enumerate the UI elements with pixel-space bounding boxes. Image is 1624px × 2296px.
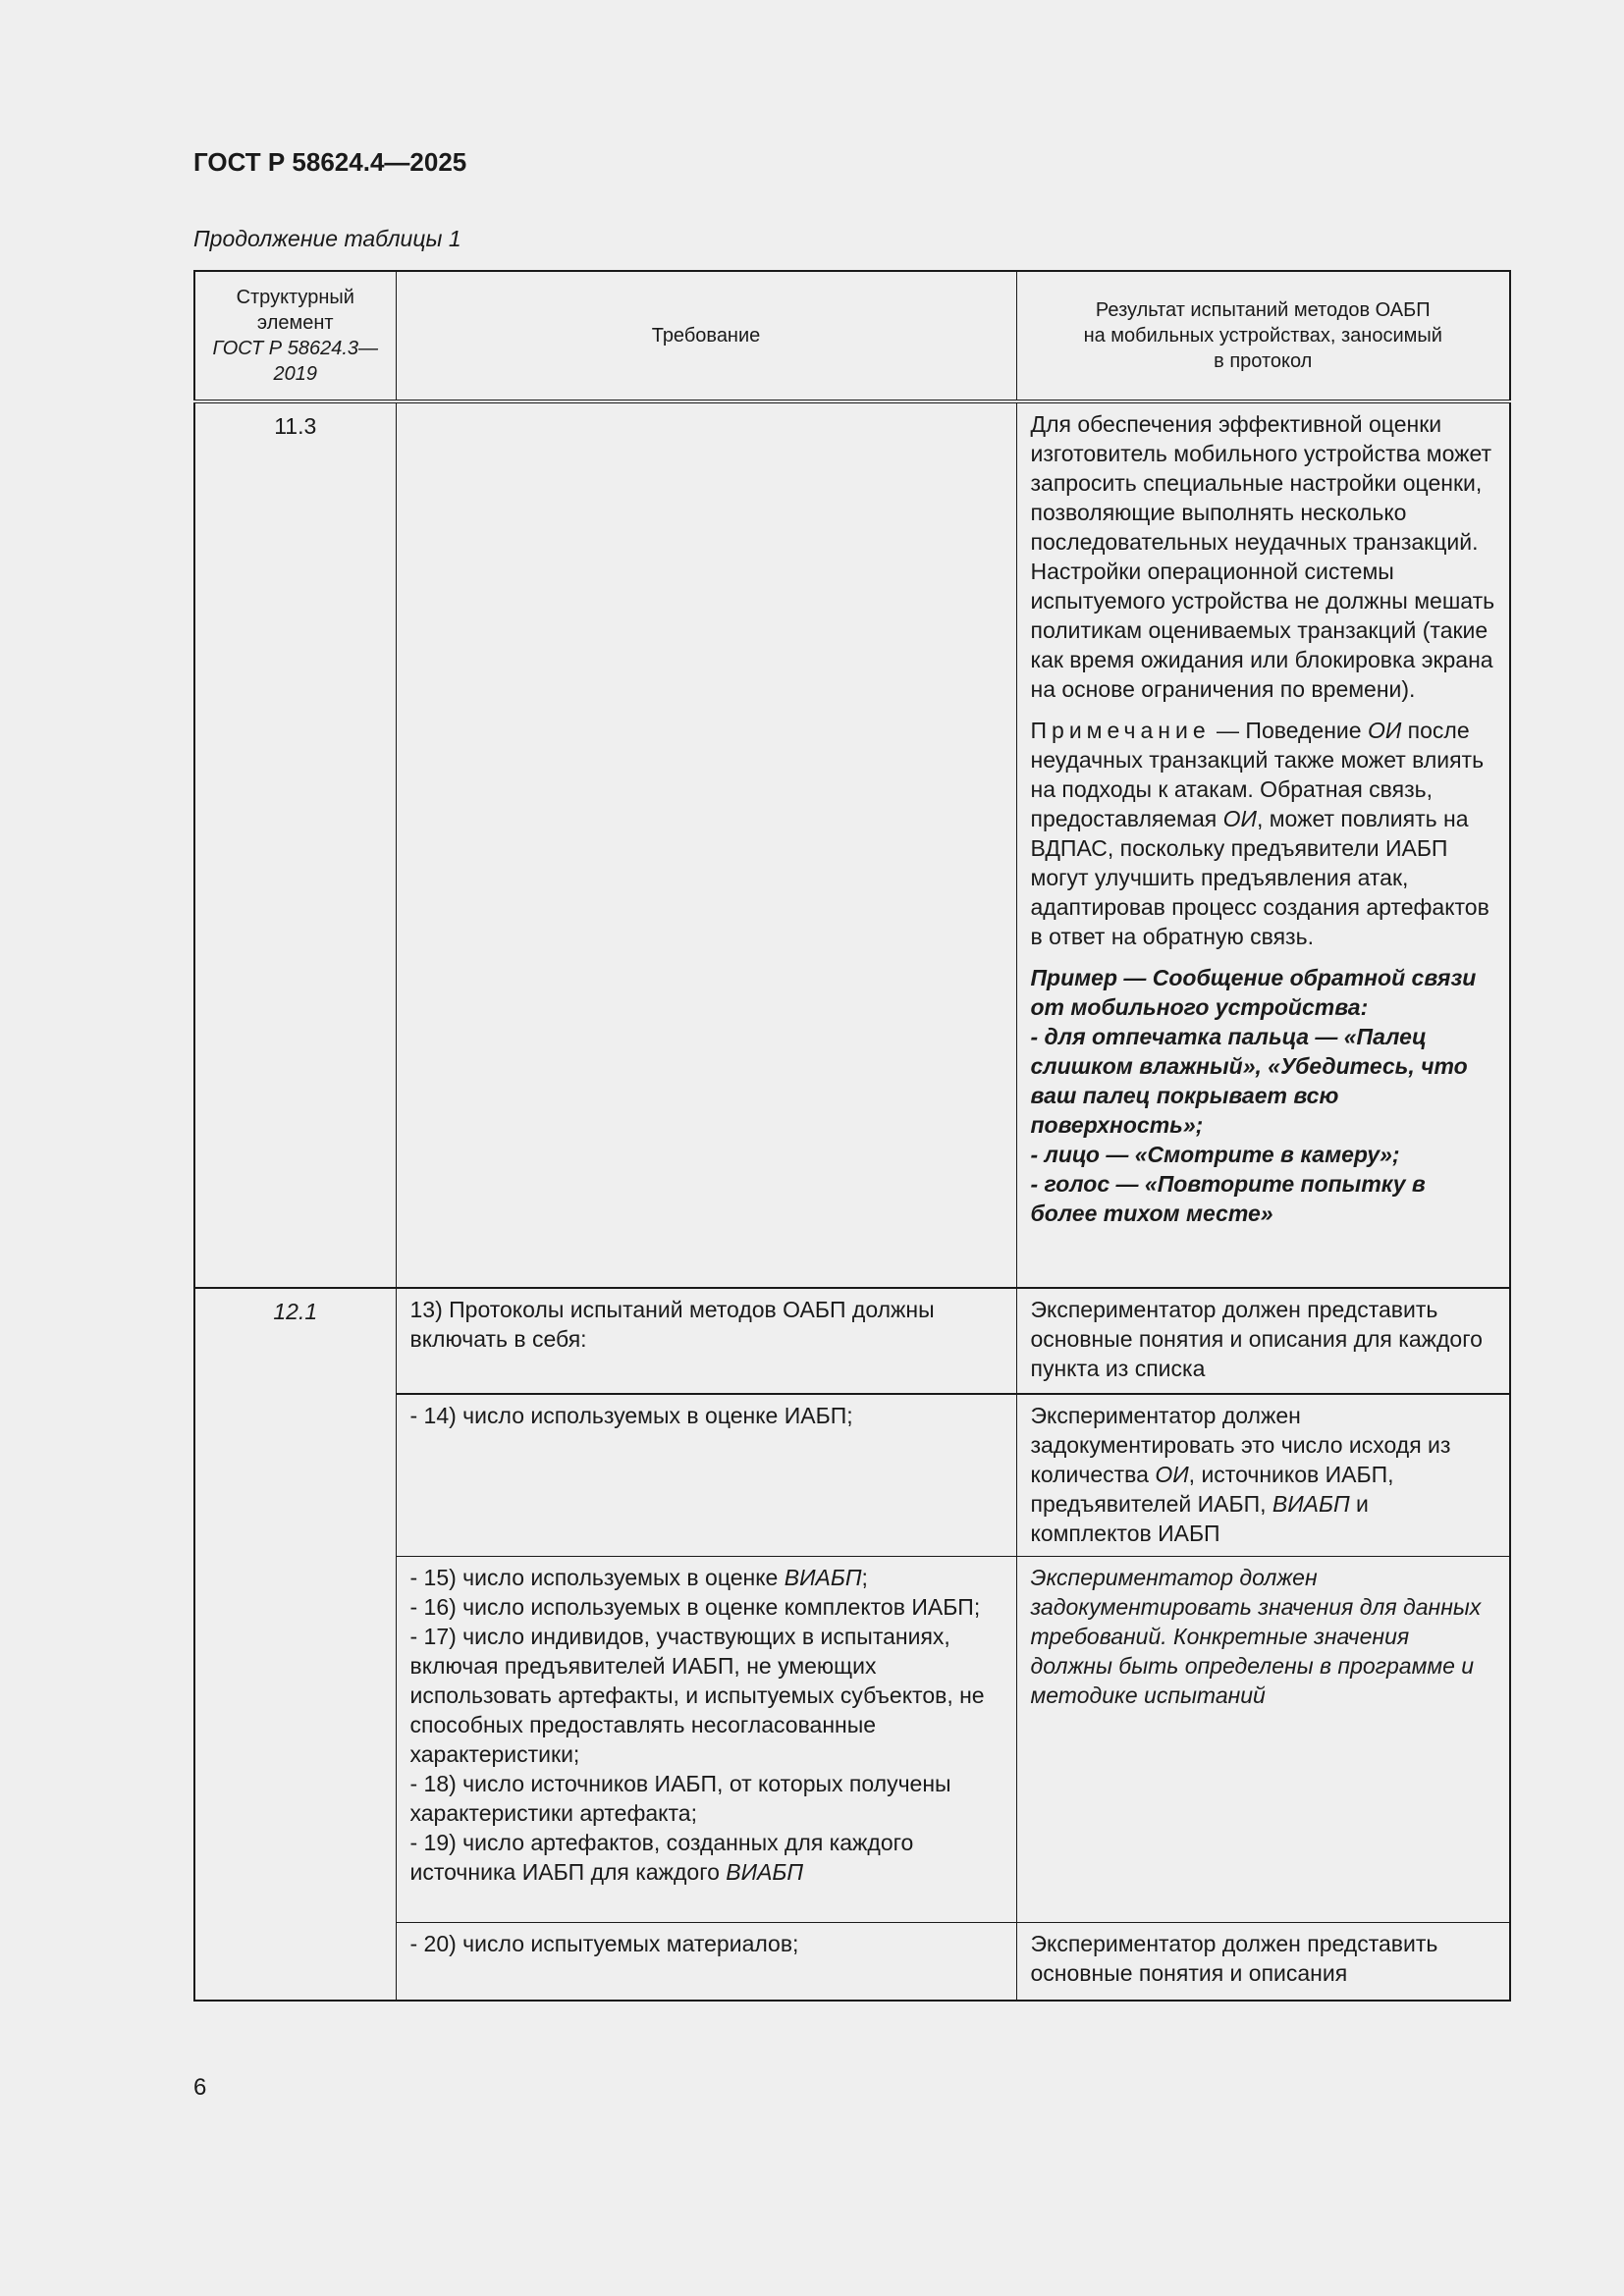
header-text: Результат испытаний методов ОАБП <box>1095 299 1431 321</box>
header-text: на мобильных устройствах, заносимый <box>1083 325 1442 347</box>
header-text: ГОСТ Р 58624.3— <box>212 338 378 359</box>
structural-element-cell: 11.3 <box>194 401 396 1288</box>
header-text: Структурный <box>236 287 354 308</box>
requirement-cell <box>396 401 1016 1288</box>
test-result-cell: Экспериментатор должен задокументировать значения для данных требований. Конкретные значения должны быть определены в программе и методике испытаний <box>1016 1557 1510 1923</box>
result-text: Экспериментатор должен задокументировать это число исходя из количества <box>1030 1403 1451 1487</box>
result-abbreviation: ВИАБП <box>1272 1491 1350 1517</box>
header-text: в протокол <box>1214 350 1313 372</box>
note-abbreviation: ОИ <box>1222 806 1257 831</box>
requirement-item <box>410 1563 1002 1592</box>
note-text: — Поведение <box>1210 718 1368 743</box>
column-header-test-result <box>1016 271 1510 401</box>
result-abbreviation: ОИ <box>1155 1462 1189 1487</box>
table-header-row <box>194 271 1510 401</box>
example-line: - для отпечатка пальца — «Палец слишком влажный», «Убедитесь, что ваш палец покрывает всю поверхность»; <box>1030 1024 1468 1138</box>
note-text: , может повлиять на ВДПАС, поскольку предъявители ИАБП могут улучшить предъявления атак, адаптировав процесс создания артефактов в ответ на обратную связь. <box>1030 806 1489 949</box>
table-row <box>194 401 1510 1288</box>
result-text: и комплектов ИАБП <box>1030 1491 1369 1546</box>
test-result-cell: Экспериментатор должен представить основные понятия и описания <box>1016 1923 1510 2002</box>
header-text: элемент <box>256 312 334 334</box>
test-result-cell <box>1016 401 1510 1288</box>
requirement-item: - 16) число используемых в оценке комплектов ИАБП; <box>409 1594 981 1620</box>
requirement-cell: - 20) число испытуемых материалов; <box>396 1923 1016 2002</box>
page-number: 6 <box>193 2074 207 2101</box>
structural-element-cell: 12.1 <box>194 1288 396 2001</box>
example-line: - лицо — «Смотрите в камеру»; <box>1030 1142 1400 1167</box>
requirement-text: ; <box>861 1565 868 1590</box>
document-title: ГОСТ Р 58624.4—2025 <box>193 147 467 177</box>
column-header-requirement: Требование <box>396 271 1016 401</box>
example-block <box>1031 963 1496 1228</box>
column-header-structural-element <box>194 271 396 401</box>
requirement-cell: - 14) число используемых в оценке ИАБП; <box>396 1394 1016 1557</box>
requirement-item: - 18) число источников ИАБП, от которых получены характеристики артефакта; <box>409 1771 951 1826</box>
result-text: , источников ИАБП, предъявителей ИАБП, <box>1030 1462 1394 1517</box>
requirement-abbreviation: ВИАБП <box>726 1859 804 1885</box>
requirements-table <box>193 270 1511 2002</box>
example-line: - голос — «Повторите попытку в более тихом месте» <box>1030 1171 1426 1226</box>
requirement-cell <box>396 1557 1016 1923</box>
table-continuation-caption: Продолжение таблицы 1 <box>193 226 461 251</box>
result-paragraph: Для обеспечения эффективной оценки изготовитель мобильного устройства может запросить специальные настройки оценки, позволяющие выполнять несколько последовательных неудачных транзакций. Настройки операционной системы испытуемого устройства не должны мешать политикам оцениваемых транзакций (такие как время ожидания или блокировка экрана на основе ограничения по времени). <box>1030 411 1495 702</box>
requirement-text: - 19) число артефактов, созданных для каждого источника ИАБП для каждого <box>409 1830 914 1885</box>
requirement-abbreviation: ВИАБП <box>784 1565 862 1590</box>
test-result-cell: Экспериментатор должен представить основные понятия и описания для каждого пункта из списка <box>1016 1288 1510 1394</box>
test-result-cell <box>1016 1394 1510 1557</box>
header-text: 2019 <box>273 363 317 385</box>
requirement-item: - 17) число индивидов, участвующих в испытаниях, включая предъявителей ИАБП, не умеющих использовать артефакты, и испытуемых субъектов, не способных предоставлять несогласованные характеристики; <box>409 1624 985 1767</box>
requirement-item <box>410 1828 1002 1887</box>
note-text: после неудачных транзакций также может влиять на подходы к атакам. Обратная связь, предоставляемая <box>1030 718 1485 831</box>
note-paragraph <box>1031 716 1496 951</box>
note-label: Примечание <box>1030 718 1211 743</box>
example-line: Пример — Сообщение обратной связи от мобильного устройства: <box>1030 965 1477 1020</box>
requirements-table-container <box>193 270 1509 2002</box>
requirement-cell: 13) Протоколы испытаний методов ОАБП должны включать в себя: <box>396 1288 1016 1394</box>
note-abbreviation: ОИ <box>1367 718 1402 743</box>
table-row <box>194 1288 1510 1394</box>
requirement-text: - 15) число используемых в оценке <box>409 1565 785 1590</box>
